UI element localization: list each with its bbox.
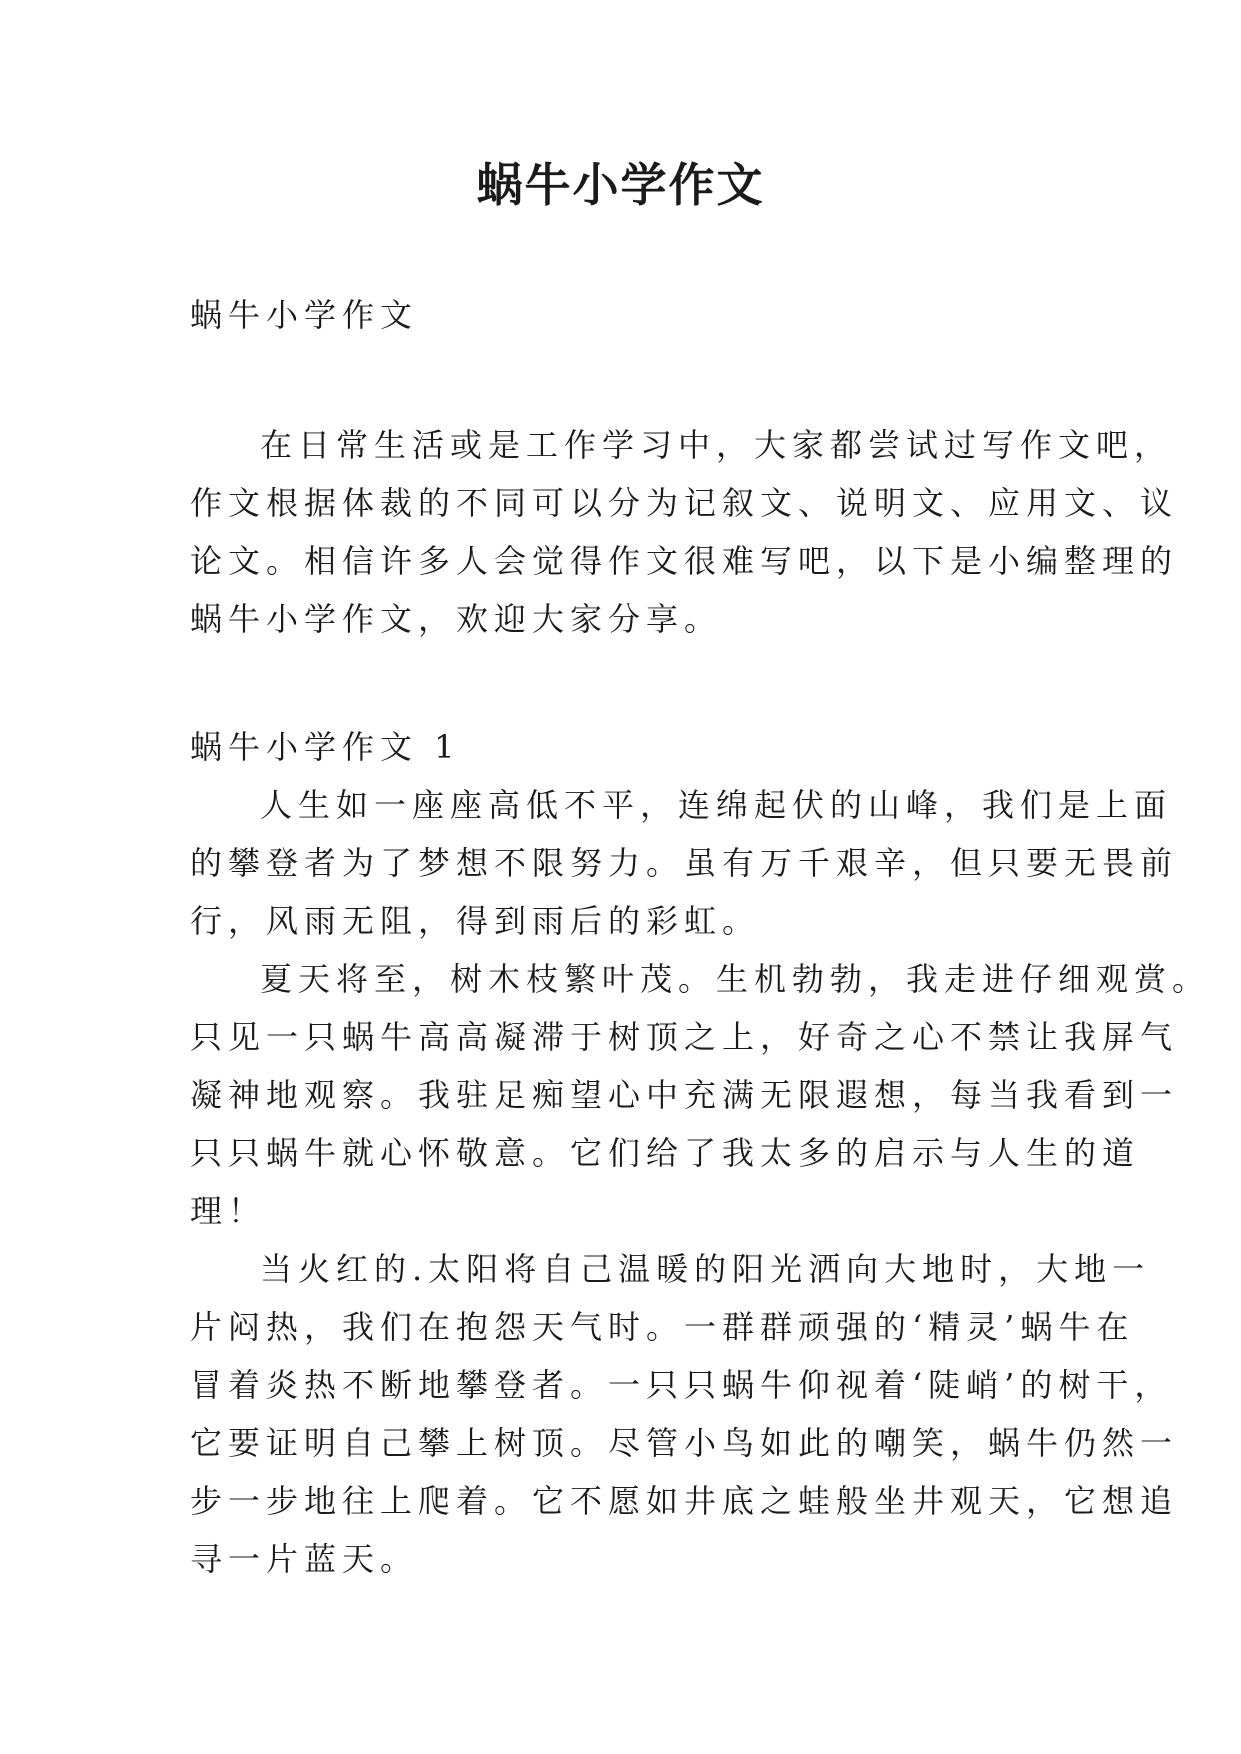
paragraph-line: 理！: [190, 1192, 267, 1230]
paragraph-line: 人生如一座座高低不平，连绵起伏的山峰，我们是上面: [260, 786, 1173, 824]
paragraph-2: [190, 950, 1211, 1240]
paragraph-line: 步一步地往上爬着。它不愿如井底之蛙般坐井观天，它想追: [190, 1482, 1179, 1520]
paragraph-3: [190, 1240, 1179, 1588]
paragraph-line: 在日常生活或是工作学习中，大家都尝试过写作文吧，: [260, 426, 1173, 464]
paragraph-1: [190, 776, 1179, 950]
paragraph-line: 论文。相信许多人会觉得作文很难写吧，以下是小编整理的: [190, 542, 1179, 580]
paragraph-line: 夏天将至，树木枝繁叶茂。生机勃勃，我走进仔细观赏。: [260, 960, 1211, 998]
document-title: 蜗牛小学作文: [476, 158, 765, 212]
document-subtitle: 蜗牛小学作文: [190, 296, 419, 334]
paragraph-line: 蜗牛小学作文，欢迎大家分享。: [190, 600, 723, 638]
paragraph-line: 当火红的.太阳将自己温暖的阳光洒向大地时，大地一: [260, 1250, 1151, 1288]
paragraph-line: 行，风雨无阻，得到雨后的彩虹。: [190, 902, 761, 940]
paragraph-line: 只见一只蜗牛高高凝滞于树顶之上，好奇之心不禁让我屏气: [190, 1018, 1179, 1056]
paragraph-line: 冒着炎热不断地攀登者。一只只蜗牛仰视着‘陡峭’的树干，: [190, 1366, 1173, 1404]
spacer: [190, 648, 1070, 718]
paragraph-line: 寻一片蓝天。: [190, 1540, 419, 1578]
spacer: [190, 344, 1070, 416]
paragraph-line: 凝神地观察。我驻足痴望心中充满无限遐想，每当我看到一: [190, 1076, 1179, 1114]
document-body: [190, 286, 1211, 1588]
paragraph-line: 片闷热，我们在抱怨天气时。一群群顽强的‘精灵’蜗牛在: [190, 1308, 1135, 1346]
paragraph-line: 的攀登者为了梦想不限努力。虽有万千艰辛，但只要无畏前: [190, 844, 1179, 882]
paragraph-line: 作文根据体裁的不同可以分为记叙文、说明文、应用文、议: [190, 484, 1179, 522]
paragraph-line: 只只蜗牛就心怀敬意。它们给了我太多的启示与人生的道: [190, 1134, 1141, 1172]
paragraph-line: 它要证明自己攀上树顶。尽管小鸟如此的嘲笑，蜗牛仍然一: [190, 1424, 1179, 1462]
section-heading: 蜗牛小学作文 1: [190, 728, 461, 766]
intro-paragraph: [190, 416, 1179, 648]
